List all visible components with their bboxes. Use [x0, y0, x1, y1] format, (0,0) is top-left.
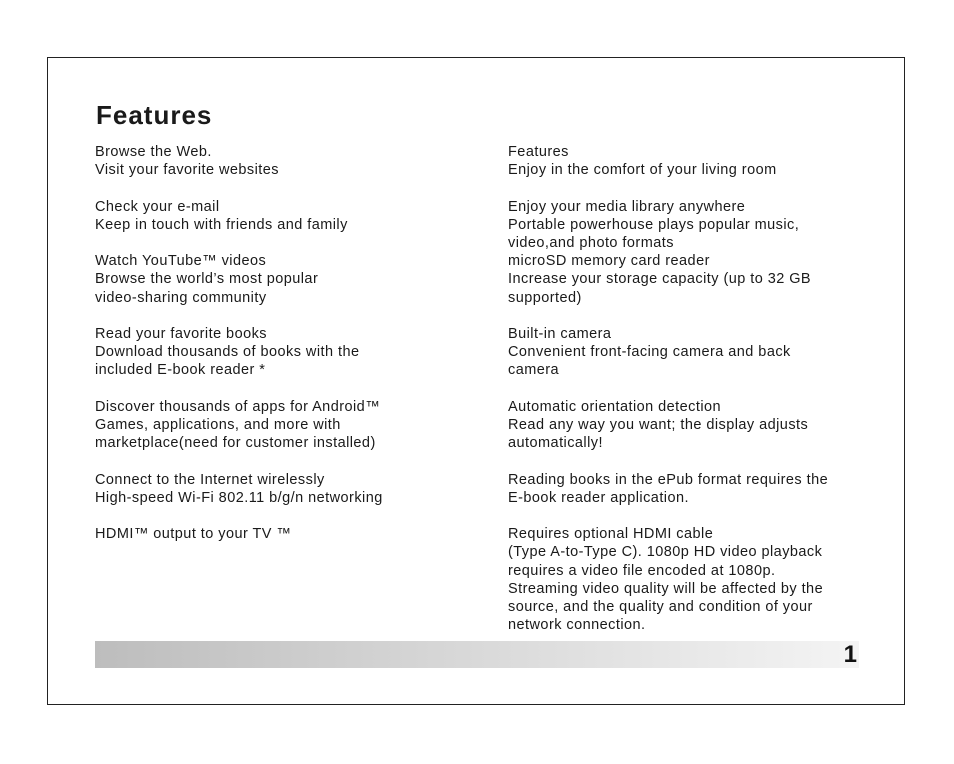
- feature-paragraph: [95, 143, 495, 179]
- feature-text-line: video-sharing community: [95, 289, 267, 306]
- feature-paragraph: [95, 325, 495, 380]
- feature-text-line: video,and photo formats: [508, 235, 674, 251]
- feature-text-line: (Type A-to-Type C). 1080p HD video playback: [508, 544, 823, 561]
- page-number: 1: [843, 641, 857, 668]
- feature-text-line: marketplace(need for customer installed): [95, 435, 376, 452]
- feature-heading: Browse the Web.: [95, 144, 212, 160]
- feature-text-line: Keep in touch with friends and family: [95, 216, 348, 233]
- feature-paragraph: [95, 471, 495, 507]
- feature-paragraph: [95, 252, 495, 307]
- feature-paragraph: [508, 525, 878, 634]
- feature-text-line: Convenient front-facing camera and back: [508, 344, 791, 361]
- feature-text-line: Download thousands of books with the: [95, 344, 360, 361]
- feature-text-line: microSD memory card reader: [508, 253, 710, 270]
- feature-paragraph: [95, 398, 495, 453]
- feature-paragraph: [508, 325, 878, 380]
- feature-paragraph: [95, 525, 495, 543]
- feature-text-line: Read any way you want; the display adjusts: [508, 417, 809, 433]
- feature-text-line: supported): [508, 289, 582, 306]
- feature-paragraph: [508, 198, 878, 307]
- feature-paragraph: [508, 471, 878, 507]
- feature-heading: Requires optional HDMI cable: [508, 526, 714, 543]
- feature-text-line: Increase your storage capacity (up to 32 GB: [508, 271, 812, 288]
- feature-heading: Automatic orientation detection: [508, 398, 722, 415]
- footer-bar: [95, 641, 859, 668]
- feature-text-line: requires a video file encoded at 1080p.: [508, 562, 776, 579]
- feature-paragraph: [508, 398, 878, 453]
- right-feature-column: [508, 143, 878, 653]
- feature-heading: Watch YouTube™ videos: [95, 253, 267, 270]
- feature-heading: Read your favorite books: [95, 325, 267, 342]
- feature-text-line: High-speed Wi-Fi 802.11 b/g/n networking: [95, 489, 383, 506]
- feature-heading: Built-in camera: [508, 326, 612, 342]
- feature-text-line: Browse the world’s most popular: [95, 271, 319, 288]
- feature-text-line: camera: [508, 362, 560, 379]
- page-title: Features: [96, 100, 213, 130]
- feature-heading: Connect to the Internet wirelessly: [95, 471, 325, 488]
- feature-heading: HDMI™ output to your TV ™: [95, 526, 292, 543]
- feature-text-line: E-book reader application.: [508, 489, 689, 506]
- feature-text-line: network connection.: [508, 617, 646, 634]
- feature-text-line: Enjoy in the comfort of your living room: [508, 162, 777, 179]
- feature-text-line: Games, applications, and more with: [95, 416, 341, 433]
- feature-text-line: included E-book reader *: [95, 362, 266, 379]
- feature-paragraph: [95, 198, 495, 234]
- feature-paragraph: [508, 143, 878, 179]
- left-feature-column: [95, 143, 495, 562]
- feature-text-line: Streaming video quality will be affected by the: [508, 580, 824, 597]
- feature-heading: Enjoy your media library anywhere: [508, 198, 746, 215]
- feature-heading: Discover thousands of apps for Android™: [95, 398, 381, 415]
- feature-heading: Check your e-mail: [95, 198, 220, 215]
- feature-text-line: automatically!: [508, 435, 603, 452]
- feature-heading: Reading books in the ePub format requires the: [508, 471, 829, 488]
- feature-text-line: Portable powerhouse plays popular music,: [508, 216, 800, 233]
- feature-text-line: Visit your favorite websites: [95, 162, 279, 179]
- feature-text-line: source, and the quality and condition of your: [508, 599, 813, 615]
- feature-heading: Features: [508, 144, 569, 160]
